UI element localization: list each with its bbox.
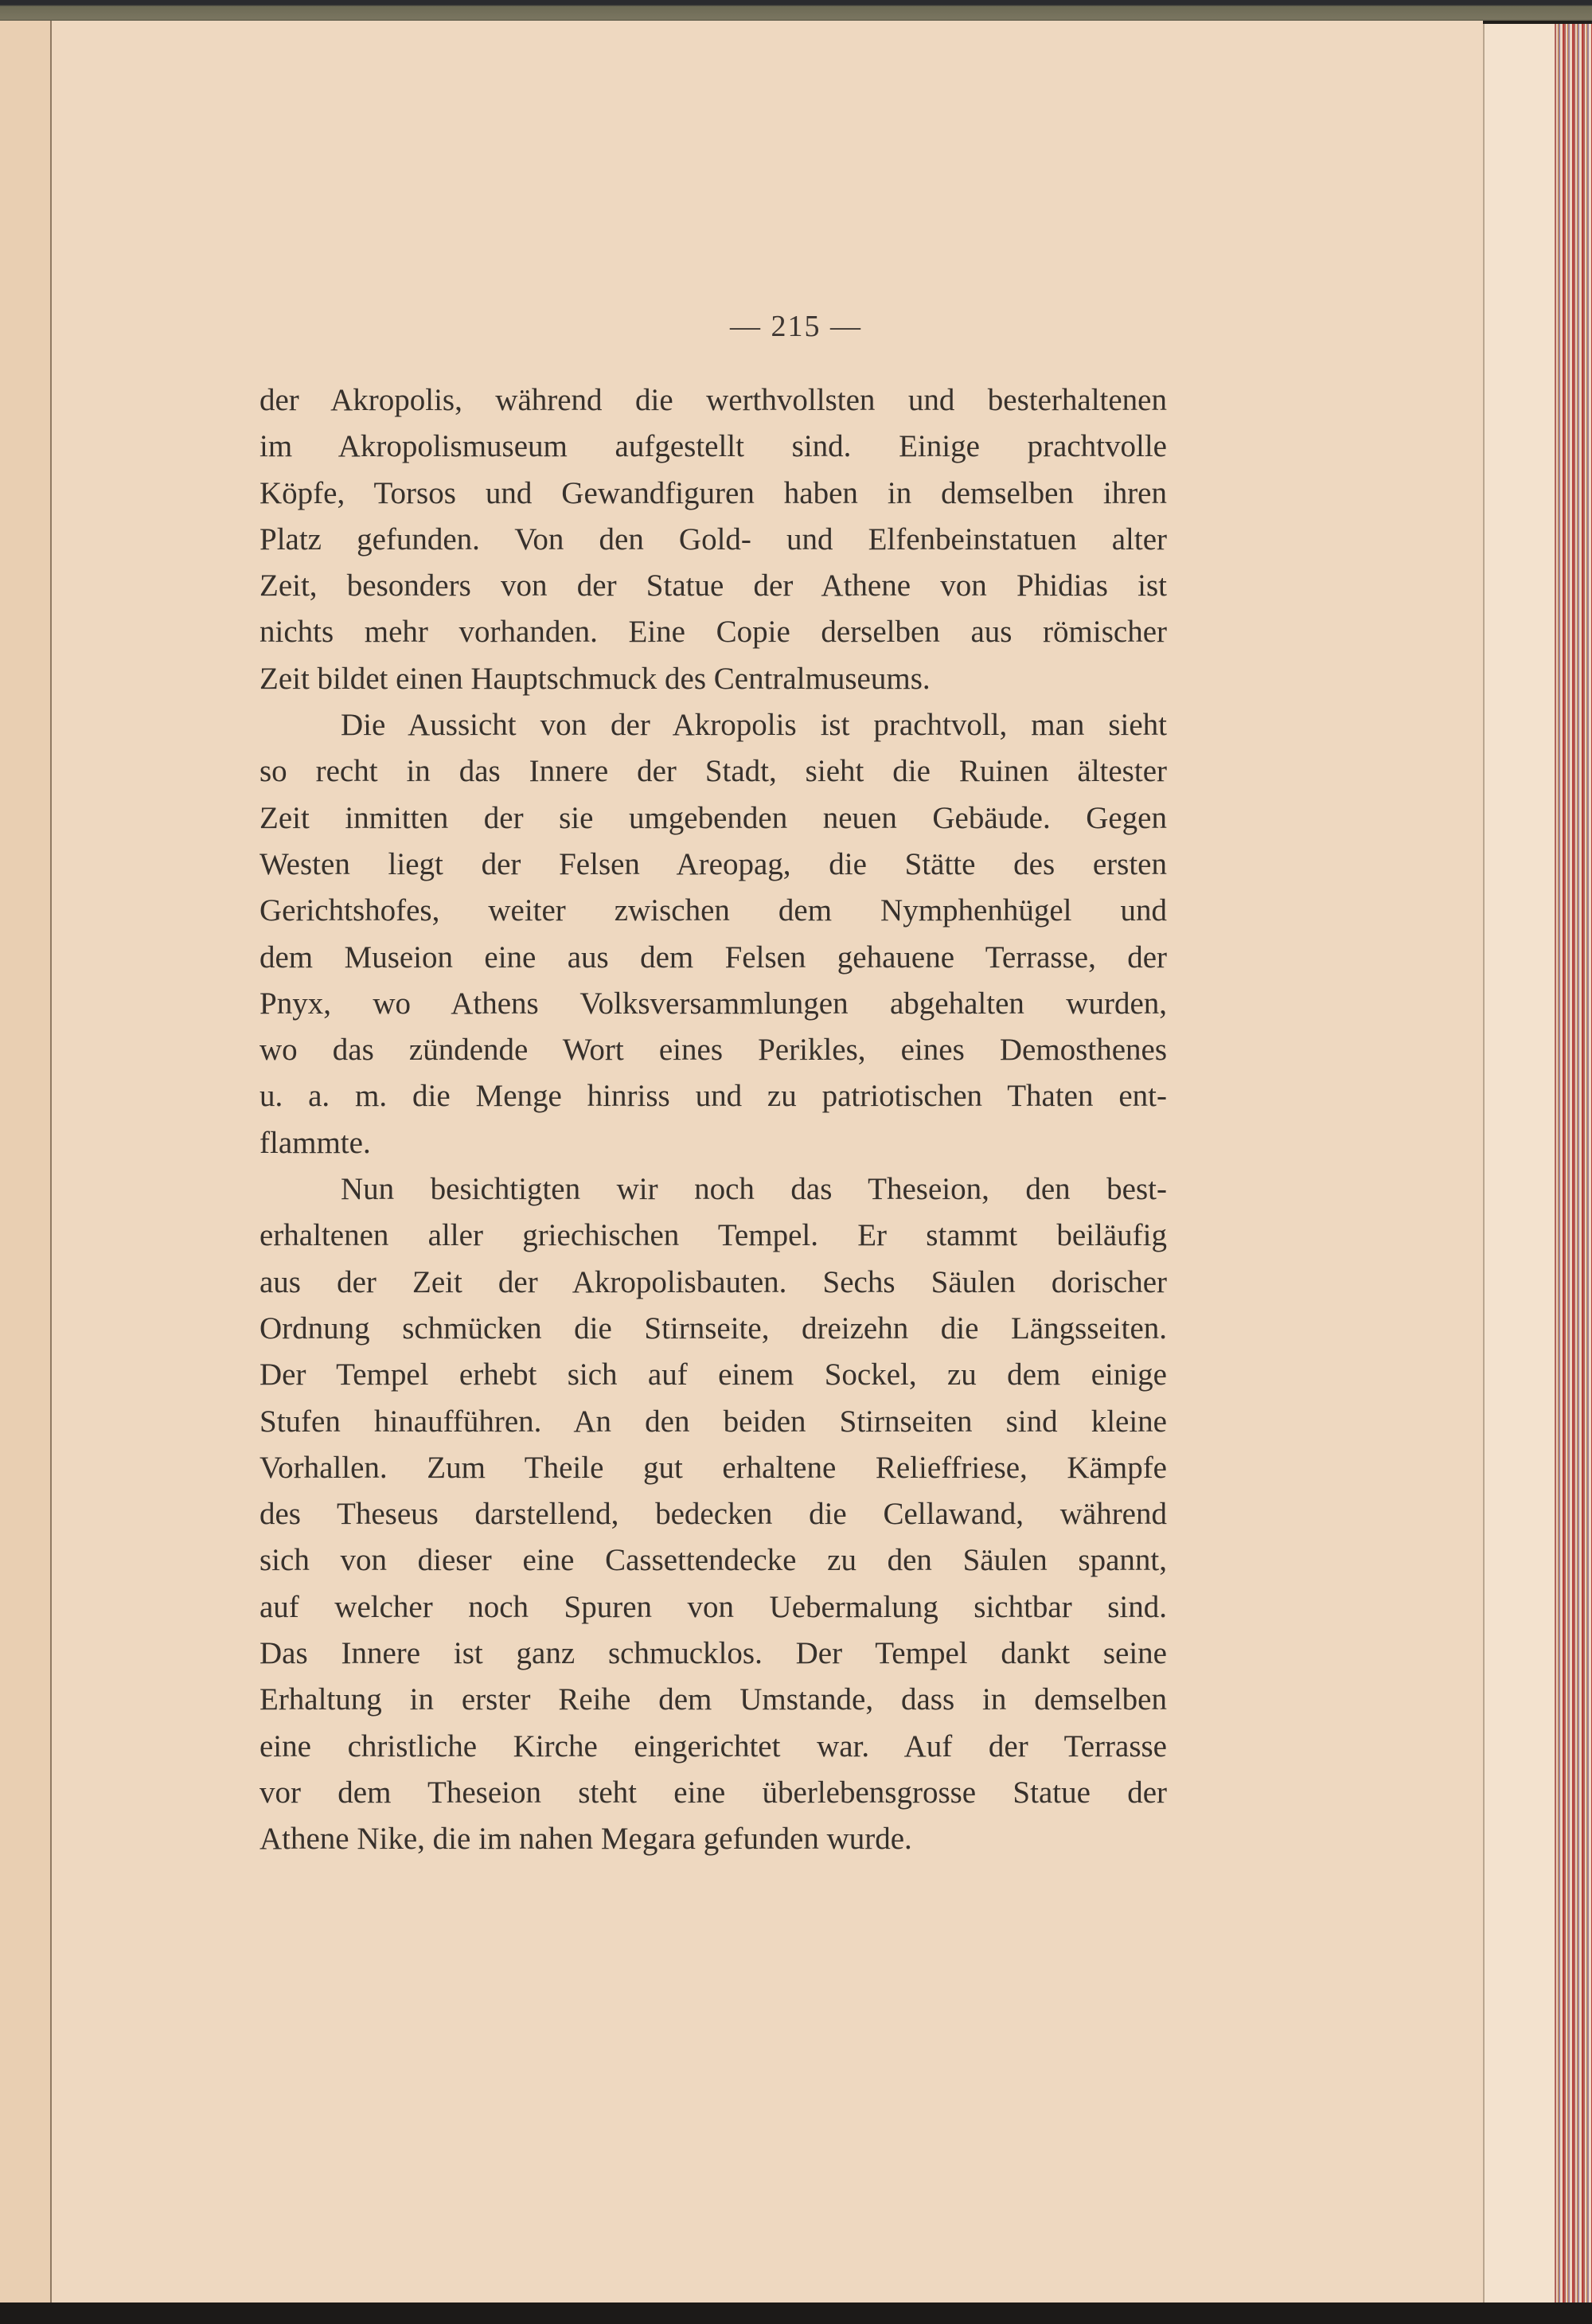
text-line: wo das zündende Wort eines Perikles, eines Demosthenes — [259, 1033, 1167, 1068]
page-edges-stack — [1555, 24, 1592, 2303]
page-number: — 215 — — [730, 310, 862, 343]
text-line: Ordnung schmücken die Stirnseite, dreizehn die Längsseiten. — [259, 1310, 1167, 1346]
text-line: Platz gefunden. Von den Gold- und Elfenbeinstatuen alter — [259, 521, 1167, 557]
text-line: erhaltenen aller griechischen Tempel. Er stammt beiläufig — [259, 1218, 1167, 1253]
text-line: Nun besichtigten wir noch das Theseion, den best- — [341, 1172, 1167, 1207]
book-cover-top-edge — [0, 0, 1592, 21]
body-text — [259, 377, 1167, 1863]
text-line: im Akropolismuseum aufgestellt sind. Einige prachtvolle — [259, 429, 1167, 464]
text-line: Stufen hinaufführen. An den beiden Stirnseiten sind kleine — [259, 1404, 1167, 1439]
text-line: Das Innere ist ganz schmucklos. Der Tempel dankt seine — [259, 1636, 1167, 1671]
text-line: auf welcher noch Spuren von Uebermalung sichtbar sind. — [259, 1589, 1167, 1624]
paragraph — [259, 702, 1167, 1166]
text-line: Athene Nike, die im nahen Megara gefunden wurde. — [259, 1822, 912, 1857]
text-line: Zeit bildet einen Hauptschmuck des Centralmuseums. — [259, 661, 931, 696]
text-line: Zeit, besonders von der Statue der Athene von Phidias ist — [259, 568, 1167, 603]
text-line: Der Tempel erhebt sich auf einem Sockel, zu dem einige — [259, 1357, 1167, 1392]
book-cover-bottom-edge — [0, 2303, 1592, 2324]
facing-page-edge — [0, 21, 52, 2303]
paragraph — [259, 1166, 1167, 1862]
text-line: eine christliche Kirche eingerichtet war. Auf der Terrasse — [259, 1728, 1167, 1764]
text-line: flammte. — [259, 1125, 371, 1160]
text-line: dem Museion eine aus dem Felsen gehauene Terrasse, der — [259, 939, 1167, 975]
text-line: aus der Zeit der Akropolisbauten. Sechs Säulen dorischer — [259, 1264, 1167, 1299]
text-line: Die Aussicht von der Akropolis ist prachtvoll, man sieht — [341, 708, 1167, 743]
text-line: Erhaltung in erster Reihe dem Umstande, dass in demselben — [259, 1682, 1167, 1717]
next-leaf-edge — [1483, 24, 1556, 2303]
text-line: sich von dieser eine Cassettendecke zu den Säulen spannt, — [259, 1543, 1167, 1578]
text-line: des Theseus darstellend, bedecken die Cellawand, während — [259, 1497, 1167, 1532]
text-line: so recht in das Innere der Stadt, sieht die Ruinen ältester — [259, 754, 1167, 789]
text-line: Gerichtshofes, weiter zwischen dem Nymphenhügel und — [259, 893, 1167, 928]
text-line: Westen liegt der Felsen Areopag, die Stätte des ersten — [259, 846, 1167, 881]
text-line: vor dem Theseion steht eine überlebensgrosse Statue der — [259, 1775, 1167, 1810]
text-line: u. a. m. die Menge hinriss und zu patriotischen Thaten ent- — [259, 1079, 1167, 1114]
text-line: nichts mehr vorhanden. Eine Copie derselben aus römischer — [259, 615, 1167, 650]
text-line: der Akropolis, während die werthvollsten und besterhaltenen — [259, 383, 1167, 417]
paragraph — [259, 377, 1167, 702]
text-line: Köpfe, Torsos und Gewandfiguren haben in demselben ihren — [259, 475, 1167, 510]
text-line: Pnyx, wo Athens Volksversammlungen abgehalten wurden, — [259, 986, 1167, 1021]
text-line: Zeit inmitten der sie umgebenden neuen Gebäude. Gegen — [259, 800, 1167, 835]
text-line: Vorhallen. Zum Theile gut erhaltene Relieffriese, Kämpfe — [259, 1450, 1167, 1485]
